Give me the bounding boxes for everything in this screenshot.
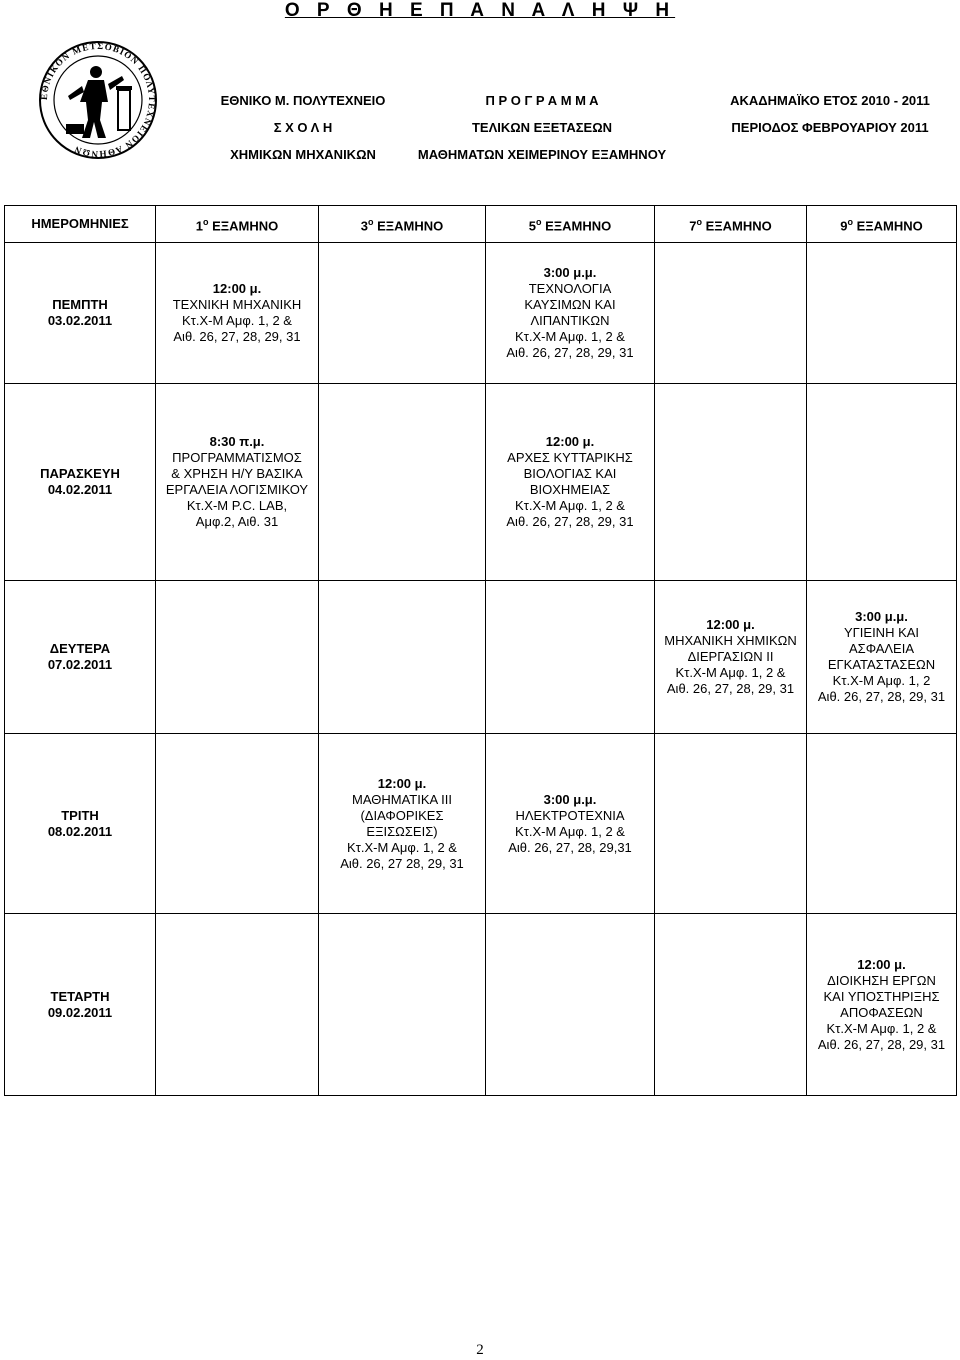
document-title: Ο Ρ Θ Η Ε Π Α Ν Α Λ Η Ψ Η [284,0,676,21]
header-winter-semester: ΜΑΘΗΜΑΤΩΝ ΧΕΙΜΕΡΙΝΟΥ ΕΞΑΜΗΝΟΥ [417,147,667,162]
date-cell: ΔΕΥΤΕΡΑ 07.02.2011 [5,581,156,734]
header-semester-7: $7^o$ ΕΞΑΜΗΝΟ [655,206,807,243]
empty-cell [655,914,807,1096]
date-cell: ΤΡΙΤΗ 08.02.2011 [5,734,156,914]
header-semester-3: $3^o$ ΕΞΑΜΗΝΟ [319,206,486,243]
exam-cell: 12:00 μ. ΤΕΧΝΙΚΗ ΜΗΧΑΝΙΚΗ Κτ.Χ-Μ Αμφ. 1, 2 & Αιθ. 26, 27, 28, 29, 31 [156,243,319,384]
exam-cell: 8:30 π.μ. ΠΡΟΓΡΑΜΜΑΤΙΣΜΟΣ & ΧΡΗΣΗ Η/Υ ΒΑΣΙΚΑ ΕΡΓΑΛΕΙΑ ΛΟΓΙΣΜΙΚΟΥ Κτ.Χ-Μ P.C. LAB, Αμφ.2, Αιθ. 31 [156,384,319,581]
header-semester-1: $1^o$ ΕΞΑΜΗΝΟ [156,206,319,243]
header-university: ΕΘΝΙΚΟ Μ. ΠΟΛΥΤΕΧΝΕΙΟ [220,93,386,108]
exam-cell: 12:00 μ. ΔΙΟΙΚΗΣΗ ΕΡΓΩΝ ΚΑΙ ΥΠΟΣΤΗΡΙΞΗΣ ΑΠΟΦΑΣΕΩΝ Κτ.Χ-Μ Αμφ. 1, 2 & Αιθ. 26, 27, 28, 29, 31 [807,914,957,1096]
svg-text:ΕΘΝΙΚΟΝ ΜΕΤΣΟΒΙΟΝ ΠΟΛΥΤΕΧΝΕΙΟΝ: ΕΘΝΙΚΟΝ ΜΕΤΣΟΒΙΟΝ ΠΟΛΥΤΕΧΝΕΙΟΝ ΑΘΗΝΩΝ [38,40,158,160]
header-semester-5: $5^o$ ΕΞΑΜΗΝΟ [486,206,655,243]
exam-cell: 12:00 μ. ΑΡΧΕΣ ΚΥΤΤΑΡΙΚΗΣ ΒΙΟΛΟΓΙΑΣ ΚΑΙ ΒΙΟΧΗΜΕΙΑΣ Κτ.Χ-Μ Αμφ. 1, 2 & Αιθ. 26, 27, 28, 29, 31 [486,384,655,581]
empty-cell [156,734,319,914]
empty-cell [319,384,486,581]
empty-cell [156,914,319,1096]
date-cell: ΠΑΡΑΣΚΕΥΗ 04.02.2011 [5,384,156,581]
empty-cell [807,384,957,581]
empty-cell [655,384,807,581]
table-header-row [5,206,957,243]
exam-cell: 3:00 μ.μ. ΥΓΙΕΙΝΗ ΚΑΙ ΑΣΦΑΛΕΙΑ ΕΓΚΑΤΑΣΤΑΣΕΩΝ Κτ.Χ-Μ Αμφ. 1, 2 Αιθ. 26, 27, 28, 29, 31 [807,581,957,734]
table-row [5,914,957,1096]
table-row [5,243,957,384]
exam-cell: 3:00 μ.μ. ΤΕΧΝΟΛΟΓΙΑ ΚΑΥΣΙΜΩΝ ΚΑΙ ΛΙΠΑΝΤΙΚΩΝ Κτ.Χ-Μ Αμφ. 1, 2 & Αιθ. 26, 27, 28, 29, 31 [486,243,655,384]
empty-cell [319,581,486,734]
exam-schedule-table [4,205,957,1096]
table-row [5,581,957,734]
header-school-name: ΧΗΜΙΚΩΝ ΜΗΧΑΝΙΚΩΝ [230,147,376,162]
header-academic-year: ΑΚΑΔΗΜΑΪΚΟ ΕΤΟΣ 2010 - 2011 [730,93,930,108]
empty-cell [486,914,655,1096]
empty-cell [807,734,957,914]
exam-cell: 12:00 μ. ΜΗΧΑΝΙΚΗ ΧΗΜΙΚΩΝ ΔΙΕΡΓΑΣΙΩΝ ΙΙ Κτ.Χ-Μ Αμφ. 1, 2 & Αιθ. 26, 27, 28, 29, 31 [655,581,807,734]
table-row [5,384,957,581]
header-semester-9: $9^o$ ΕΞΑΜΗΝΟ [807,206,957,243]
empty-cell [655,734,807,914]
empty-cell [655,243,807,384]
header-program-label: Π Ρ Ο Γ Ρ Α Μ Μ Α [485,93,599,108]
exam-cell: 12:00 μ. ΜΑΘΗΜΑΤΙΚΑ ΙΙΙ (ΔΙΑΦΟΡΙΚΕΣ ΕΞΙΣΩΣΕΙΣ) Κτ.Χ-Μ Αμφ. 1, 2 & Αιθ. 26, 27 28, 29, 31 [319,734,486,914]
page-number: 2 [476,1342,484,1358]
empty-cell [319,243,486,384]
date-cell: ΤΕΤΑΡΤΗ 09.02.2011 [5,914,156,1096]
header-school-label: Σ Χ Ο Λ Η [273,120,333,135]
date-cell: ΠΕΜΠΤΗ 03.02.2011 [5,243,156,384]
header-exam-period: ΠΕΡΙΟΔΟΣ ΦΕΒΡΟΥΑΡΙΟΥ 2011 [731,120,929,135]
empty-cell [807,243,957,384]
header-dates: ΗΜΕΡΟΜΗΝΙΕΣ [5,206,156,243]
university-seal-logo [38,40,158,160]
empty-cell [486,581,655,734]
header-final-exams: ΤΕΛΙΚΩΝ ΕΞΕΤΑΣΕΩΝ [471,120,613,135]
empty-cell [156,581,319,734]
exam-cell: 3:00 μ.μ. ΗΛΕΚΤΡΟΤΕΧΝΙΑ Κτ.Χ-Μ Αμφ. 1, 2 & Αιθ. 26, 27, 28, 29,31 [486,734,655,914]
table-row [5,734,957,914]
empty-cell [319,914,486,1096]
